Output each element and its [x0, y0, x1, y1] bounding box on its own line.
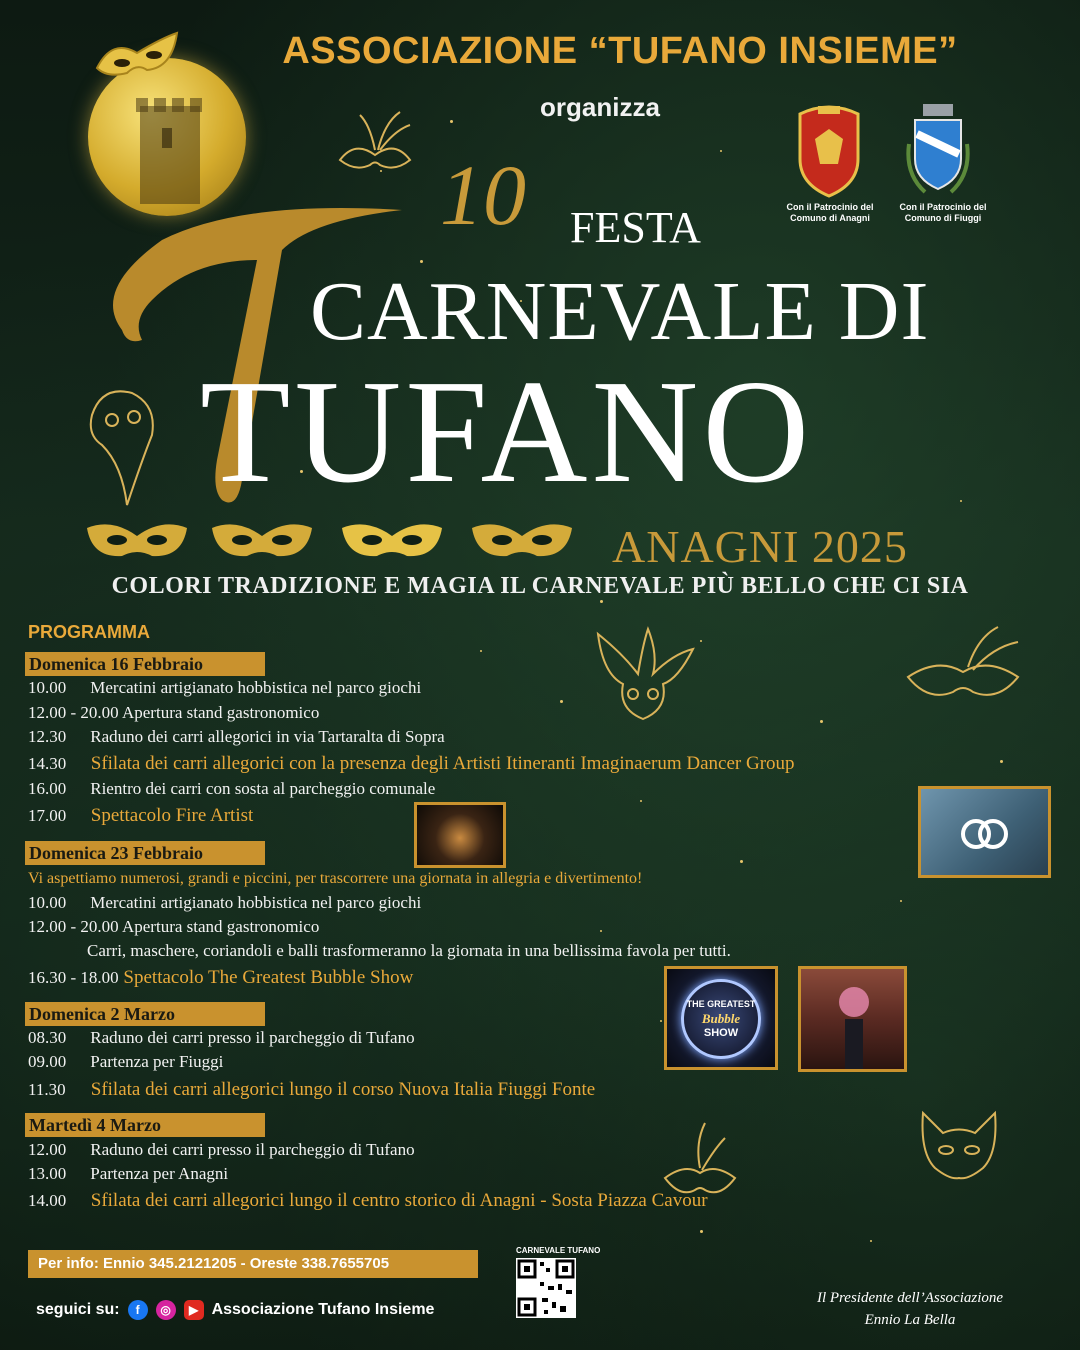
- program-row-highlight: 16.30 - 18.00 Spettacolo The Greatest Bubble Show: [28, 967, 414, 988]
- location-year: ANAGNI 2025: [612, 521, 908, 572]
- day-2-note: Vi aspettiamo numerosi, grandi e piccini, per trascorrere una giornata in allegria e divertimento!: [28, 870, 643, 887]
- feather-mask-icon: [898, 622, 1028, 712]
- social-account-name: Associazione Tufano Insieme: [211, 1301, 435, 1318]
- program-row: 12.30 Raduno dei carri allegorici in via Tartaralta di Sopra: [28, 727, 445, 746]
- jester-mask-icon: [588, 624, 698, 724]
- program-row-highlight: 11.30 Sfilata dei carri allegorici lungo il corso Nuova Italia Fiuggi Fonte: [28, 1079, 596, 1100]
- title-line-2: TUFANO: [200, 350, 814, 514]
- cat-mask-icon: [918, 1108, 1000, 1188]
- youtube-icon[interactable]: ▶: [184, 1300, 204, 1320]
- gold-mask-4: [472, 524, 572, 556]
- program-row: 12.00 - 20.00 Apertura stand gastronomico: [28, 703, 320, 722]
- day-3-heading: Domenica 2 Marzo: [25, 1002, 265, 1026]
- bubble-show-logo-photo: [664, 966, 778, 1070]
- social-links: [36, 1300, 434, 1320]
- dancer-group-logo-icon: [921, 789, 1048, 875]
- anagni-coat-of-arms-icon: [790, 104, 868, 200]
- instagram-icon[interactable]: ◎: [156, 1300, 176, 1320]
- edition-number: 10: [440, 147, 526, 243]
- program-heading: PROGRAMMA: [28, 622, 150, 642]
- program-row: 16.00 Rientro dei carri con sosta al parcheggio comunale: [28, 779, 436, 798]
- feather-mask-icon: [660, 1118, 740, 1208]
- gold-mask-3: [342, 524, 442, 556]
- day-4-heading: Martedì 4 Marzo: [25, 1113, 265, 1137]
- program-row: 10.00 Mercatini artigianato hobbistica nel parco giochi: [28, 893, 422, 912]
- mask-row-decoration: [82, 518, 582, 568]
- qr-code-icon[interactable]: [516, 1258, 576, 1318]
- patronage-fiuggi-label: Con il Patrocinio del Comuno di Fiuggi: [899, 202, 987, 223]
- president-name: Ennio La Bella: [864, 1312, 956, 1328]
- bubble-logo-line2: Bubble: [701, 1011, 741, 1026]
- festa-label: FESTA: [570, 203, 701, 252]
- day-1-heading: Domenica 16 Febbraio: [25, 652, 265, 676]
- program-row: 12.00 - 20.00 Apertura stand gastronomico: [28, 917, 320, 936]
- bubble-logo-line1: THE GREATEST: [686, 999, 756, 1009]
- program-row: 13.00 Partenza per Anagni: [28, 1164, 229, 1183]
- program-row-highlight: 17.00 Spettacolo Fire Artist: [28, 805, 254, 826]
- program-row-highlight: 14.00 Sfilata dei carri allegorici lungo il centro storico di Anagni - Sosta Piazza Cavour: [28, 1190, 708, 1211]
- fire-artist-photo: [414, 802, 506, 868]
- venetian-mask-icon: [92, 28, 182, 88]
- program-row: 12.00 Raduno dei carri presso il parcheggio di Tufano: [28, 1140, 415, 1159]
- president-title: Il Presidente dell’Associazione: [816, 1290, 1004, 1306]
- patronage-anagni-label: Con il Patrocinio del Comuno di Anagni: [786, 202, 874, 223]
- contact-info-bar: Per info: Ennio 345.2121205 - Oreste 338.7655705: [28, 1250, 478, 1278]
- organizer-title: ASSOCIAZIONE “TUFANO INSIEME”: [282, 30, 958, 72]
- program-row-highlight: 14.30 Sfilata dei carri allegorici con la presenza degli Artisti Itineranti Imaginaerum Dancer Group: [28, 753, 795, 774]
- program-row: 08.30 Raduno dei carri presso il parcheggio di Tufano: [28, 1028, 415, 1047]
- qr-pattern: [516, 1258, 576, 1318]
- program-row: 10.00 Mercatini artigianato hobbistica nel parco giochi: [28, 678, 422, 697]
- gold-mask-2: [212, 524, 312, 556]
- plague-doctor-mask-icon: [82, 385, 162, 510]
- follow-label: seguici su:: [36, 1301, 120, 1318]
- fiuggi-coat-of-arms-icon: [905, 104, 971, 196]
- title-line-1: CARNEVALE DI: [310, 265, 930, 358]
- gold-mask-1: [87, 524, 187, 556]
- program-row: 09.00 Partenza per Fiuggi: [28, 1052, 224, 1071]
- program-row: Carri, maschere, coriandoli e balli trasformeranno la giornata in una bellissima favola per tutti.: [87, 941, 731, 960]
- feather-mask-icon: [330, 110, 420, 180]
- bubble-show-performer-photo: [798, 966, 907, 1072]
- dancer-group-photo: [918, 786, 1051, 878]
- qr-label: CARNEVALE TUFANO: [516, 1246, 601, 1255]
- president-signature: [780, 1287, 1040, 1331]
- bubble-logo-line3: SHOW: [703, 1027, 739, 1039]
- tagline: COLORI TRADIZIONE E MAGIA IL CARNEVALE PIÙ BELLO CHE CI SIA: [111, 573, 969, 599]
- facebook-icon[interactable]: f: [128, 1300, 148, 1320]
- day-2-heading: Domenica 23 Febbraio: [25, 841, 265, 865]
- organizer-subtitle: organizza: [540, 92, 660, 122]
